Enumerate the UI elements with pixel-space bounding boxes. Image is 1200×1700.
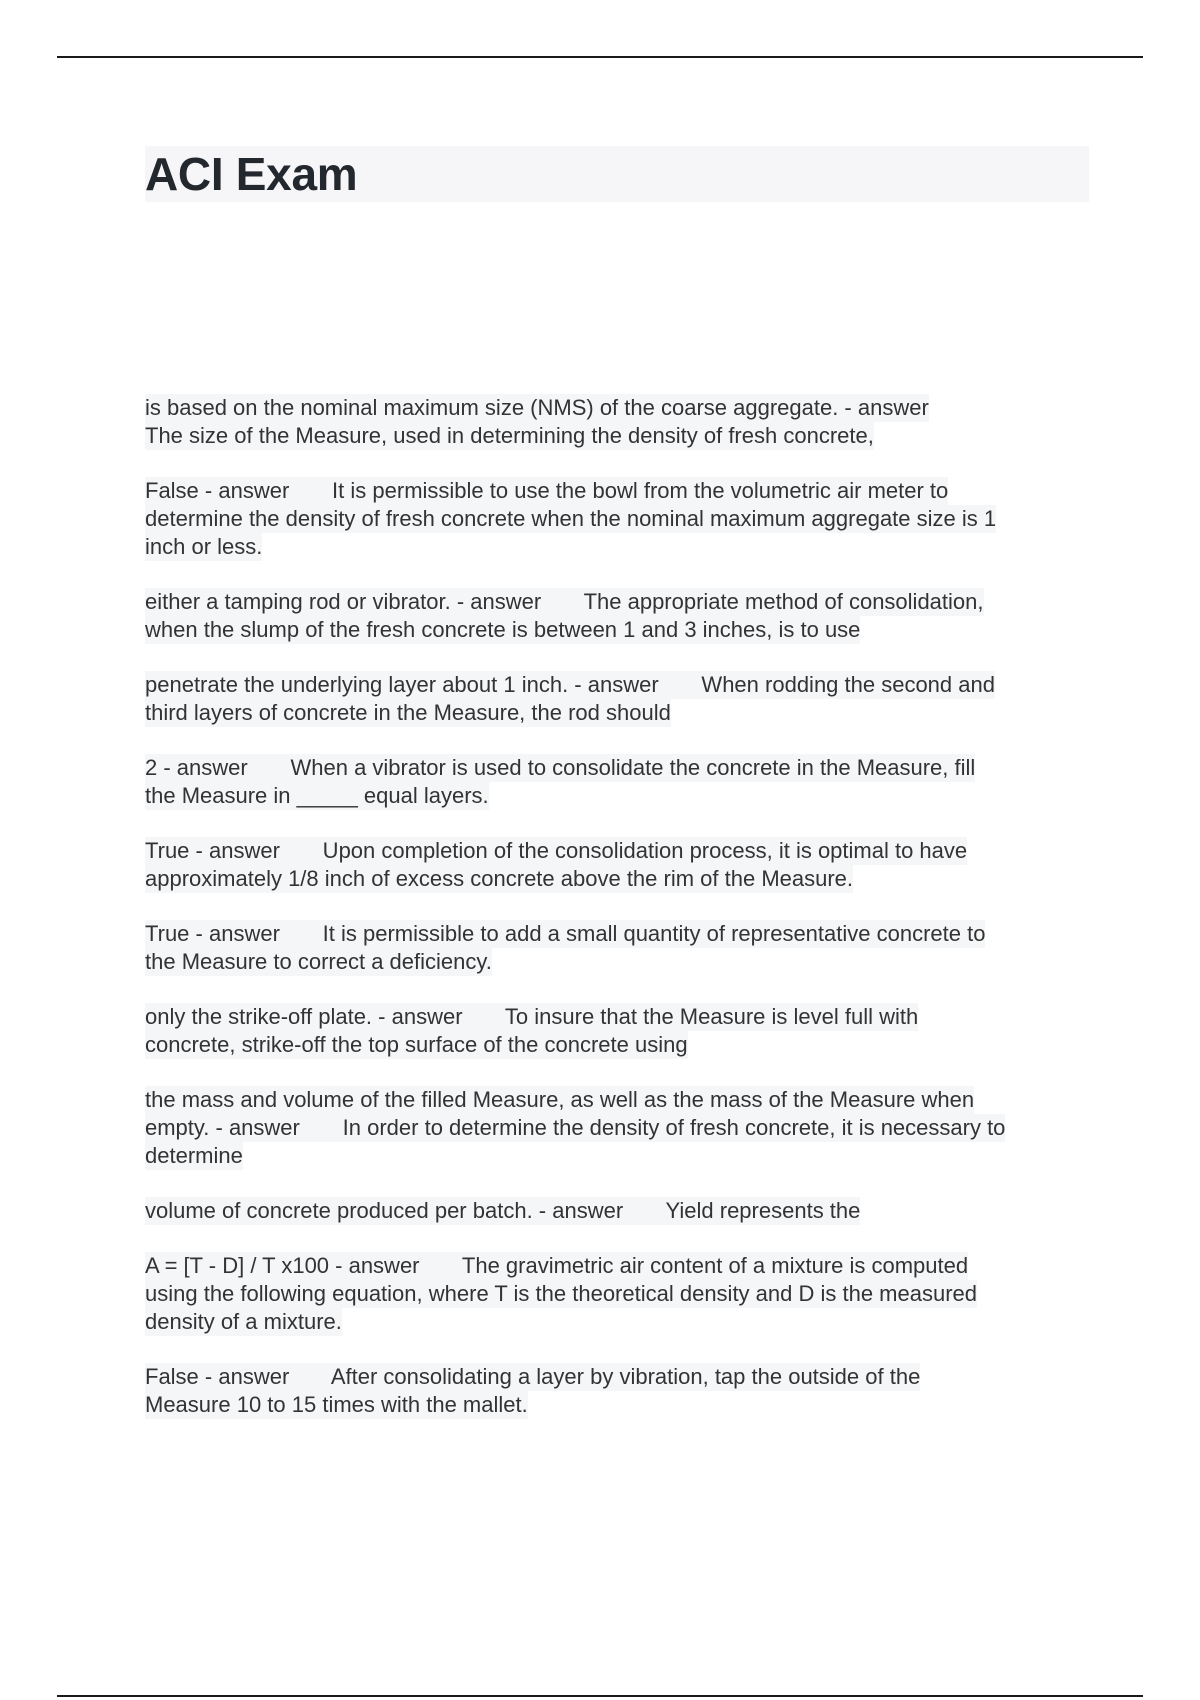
qa-line: third layers of concrete in the Measure, the rod should xyxy=(145,700,671,725)
qa-line: concrete, strike-off the top surface of the concrete using xyxy=(145,1032,688,1057)
qa-line: inch or less. xyxy=(145,534,263,559)
qa-item xyxy=(145,671,1089,727)
qa-list xyxy=(145,394,1089,1446)
qa-item xyxy=(145,920,1089,976)
qa-line: density of a mixture. xyxy=(145,1309,342,1334)
qa-item xyxy=(145,588,1089,644)
qa-item xyxy=(145,754,1089,810)
qa-item xyxy=(145,1363,1089,1419)
qa-line: empty. - answer In order to determine the density of fresh concrete, it is necessary to xyxy=(145,1115,1006,1140)
qa-line: the Measure in _____ equal layers. xyxy=(145,783,489,808)
qa-line: True - answer It is permissible to add a small quantity of representative concrete to xyxy=(145,921,986,946)
header-rule xyxy=(57,56,1143,58)
qa-line: using the following equation, where T is the theoretical density and D is the measured xyxy=(145,1281,978,1306)
qa-line: only the strike-off plate. - answer To insure that the Measure is level full with xyxy=(145,1004,919,1029)
qa-line: True - answer Upon completion of the consolidation process, it is optimal to have xyxy=(145,838,968,863)
qa-line: the Measure to correct a deficiency. xyxy=(145,949,492,974)
page-title: ACI Exam xyxy=(145,148,358,200)
qa-line: 2 - answer When a vibrator is used to consolidate the concrete in the Measure, fill xyxy=(145,755,976,780)
qa-item xyxy=(145,394,1089,450)
qa-line: False - answer It is permissible to use the bowl from the volumetric air meter to xyxy=(145,478,949,503)
qa-item xyxy=(145,1003,1089,1059)
qa-line: Measure 10 to 15 times with the mallet. xyxy=(145,1392,528,1417)
qa-line: is based on the nominal maximum size (NMS) of the coarse aggregate. - answer xyxy=(145,395,929,420)
footer-rule xyxy=(57,1695,1143,1697)
qa-line: determine xyxy=(145,1143,243,1168)
qa-line: approximately 1/8 inch of excess concrete above the rim of the Measure. xyxy=(145,866,854,891)
qa-item xyxy=(145,1086,1089,1170)
qa-item xyxy=(145,1252,1089,1336)
qa-line: False - answer After consolidating a layer by vibration, tap the outside of the xyxy=(145,1364,921,1389)
qa-line: A = [T - D] / T x100 - answer The gravimetric air content of a mixture is computed xyxy=(145,1253,969,1278)
qa-item xyxy=(145,1197,1089,1225)
qa-line: determine the density of fresh concrete when the nominal maximum aggregate size is 1 xyxy=(145,506,997,531)
qa-line: The size of the Measure, used in determining the density of fresh concrete, xyxy=(145,423,874,448)
qa-line: penetrate the underlying layer about 1 inch. - answer When rodding the second and xyxy=(145,672,995,697)
qa-line: volume of concrete produced per batch. - answer Yield represents the xyxy=(145,1198,861,1223)
qa-item xyxy=(145,477,1089,561)
qa-line: when the slump of the fresh concrete is between 1 and 3 inches, is to use xyxy=(145,617,861,642)
qa-item xyxy=(145,837,1089,893)
qa-line: the mass and volume of the filled Measure, as well as the mass of the Measure when xyxy=(145,1087,975,1112)
qa-line: either a tamping rod or vibrator. - answer The appropriate method of consolidation, xyxy=(145,589,984,614)
